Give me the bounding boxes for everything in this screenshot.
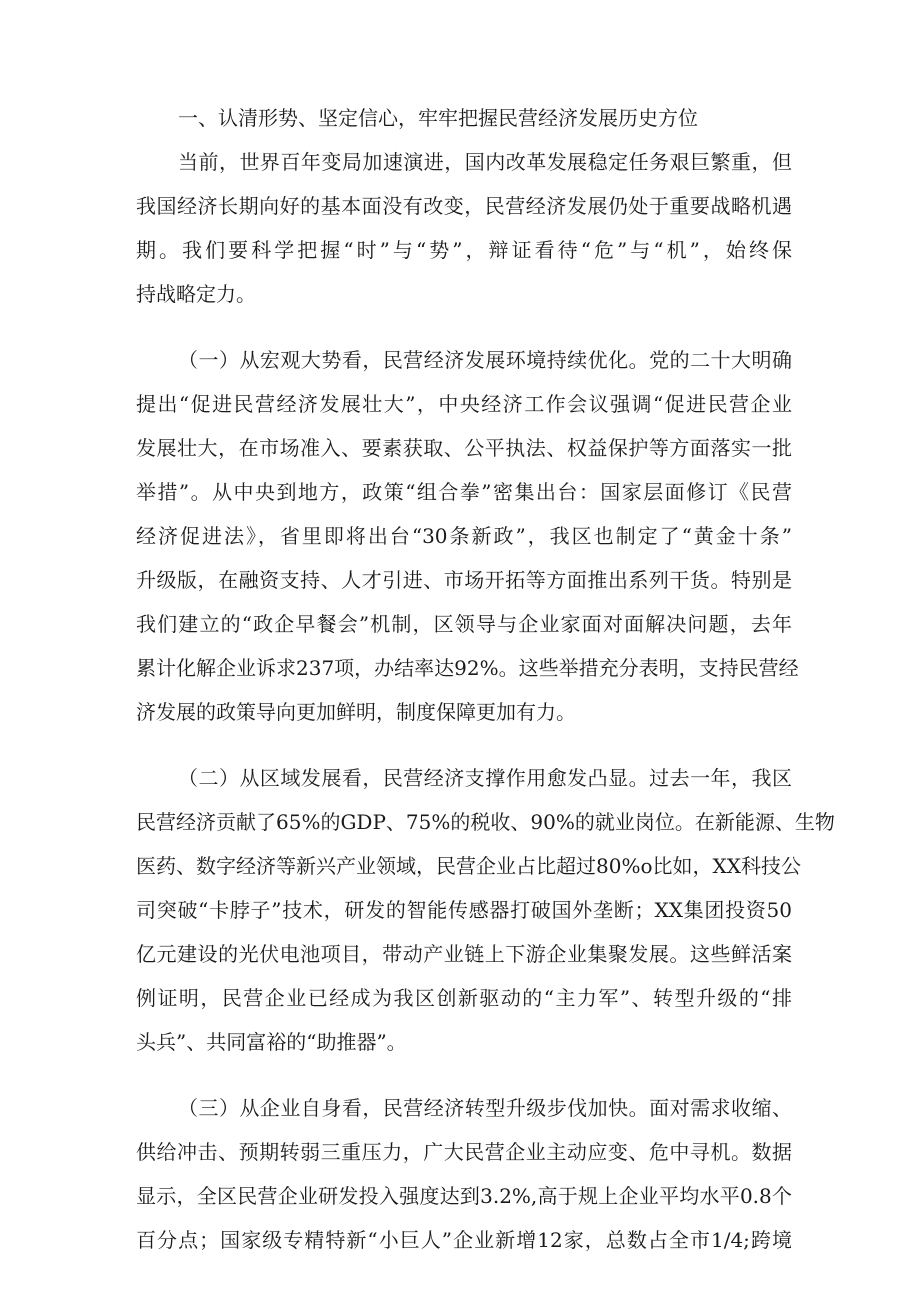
- text-line: 头兵”、共同富裕的“助推器”。: [136, 1030, 407, 1054]
- paragraph-regional-development: [136, 756, 835, 1064]
- text-line: （三）从企业自身看，民营经济转型升级步伐加快。面对需求收缩、: [178, 1096, 792, 1120]
- text-line: 当前，世界百年变局加速演进，国内改革发展稳定任务艰巨繁重，但: [178, 150, 792, 174]
- text-line: 供给冲击、预期转弱三重压力，广大民营企业主动应变、危中寻机。数据: [136, 1140, 792, 1164]
- text-line: （一）从宏观大势看，民营经济发展环境持续优化。党的二十大明确: [178, 348, 792, 372]
- text-line: 我国经济长期向好的基本面没有改变，民营经济发展仍处于重要战略机遇: [136, 194, 792, 218]
- text-line: 显示，全区民营企业研发投入强度达到3.2%,高于规上企业平均水平0.8个: [136, 1184, 792, 1208]
- text-line: （二）从区域发展看，民营经济支撑作用愈发凸显。过去一年，我区: [178, 766, 792, 790]
- text-line: 百分点；国家级专精特新“小巨人”企业新增12家，总数占全市1/4;跨境: [136, 1228, 792, 1252]
- text-line: 经济促进法》，省里即将出台“30条新政”，我区也制定了“黄金十条”: [136, 524, 792, 548]
- text-line: 民营经济贡献了65%的GDP、75%的税收、90%的就业岗位。在新能源、生物: [136, 810, 835, 834]
- text-line: 司突破“卡脖子”技术，研发的智能传感器打破国外垄断；XX集团投资50: [136, 898, 792, 922]
- section-heading: 一、认清形势、坚定信心，牢牢把握民营经济发展历史方位: [178, 106, 698, 130]
- paragraph-macro-trend: [136, 338, 799, 734]
- paragraph-intro: [136, 140, 792, 316]
- text-line: 医药、数字经济等新兴产业领域，民营企业占比超过80%o比如，XX科技公: [136, 854, 801, 878]
- text-line: 升级版，在融资支持、人才引进、市场开拓等方面推出系列干货。特别是: [136, 568, 792, 592]
- text-line: 期。我们要科学把握“时”与“势”，辩证看待“危”与“机”，始终保: [136, 238, 792, 262]
- text-line: 济发展的政策导向更加鲜明，制度保障更加有力。: [136, 700, 576, 724]
- text-line: 发展壮大，在市场准入、要素获取、公平执法、权益保护等方面落实一批: [136, 436, 792, 460]
- text-line: 例证明，民营企业已经成为我区创新驱动的“主力军”、转型升级的“排: [136, 986, 792, 1010]
- text-line: 持战略定力。: [136, 282, 256, 306]
- text-line: 累计化解企业诉求237项，办结率达92%。这些举措充分表明，支持民营经: [136, 656, 799, 680]
- text-line: 举措”。从中央到地方，政策“组合拳”密集出台：国家层面修订《民营: [136, 480, 792, 504]
- paragraph-enterprise-upgrade: [136, 1086, 792, 1262]
- text-line: 我们建立的“政企早餐会”机制，区领导与企业家面对面解决问题，去年: [136, 612, 792, 636]
- text-line: 亿元建设的光伏电池项目，带动产业链上下游企业集聚发展。这些鲜活案: [136, 942, 792, 966]
- text-line: 提出“促进民营经济发展壮大”，中央经济工作会议强调“促进民营企业: [136, 392, 792, 416]
